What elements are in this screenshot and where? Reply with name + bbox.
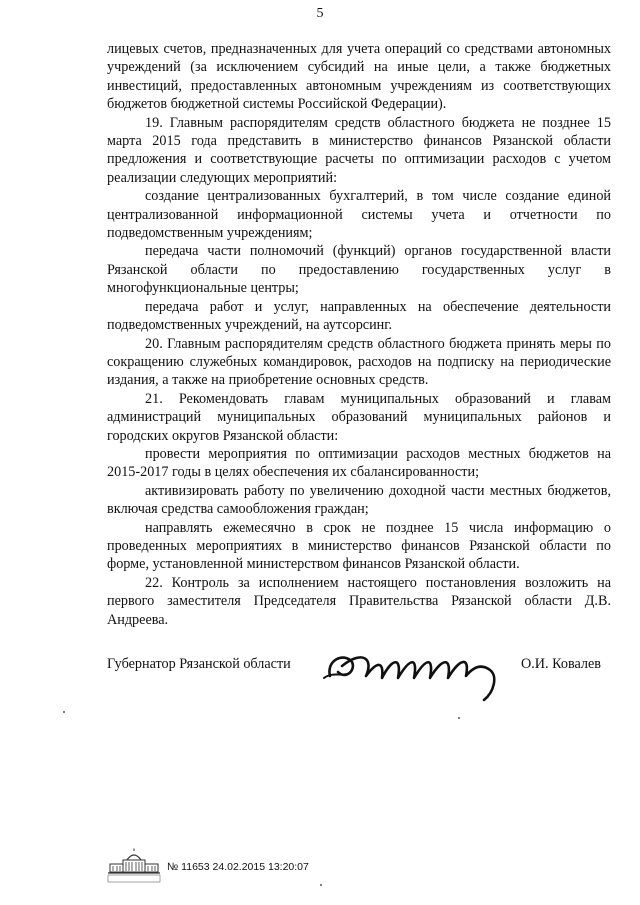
paragraph: направлять ежемесячно в срок не позднее 15 числа информацию о проведенных мероприятиях в министерство финансов Рязанской области по форме, установленной министерством финансов Рязанской области.	[107, 519, 611, 573]
signatory-name: О.И. Ковалев	[521, 656, 601, 672]
paragraph: передача работ и услуг, направленных на обеспечение деятельности подведомственных учреждений, на аутсорсинг.	[107, 298, 611, 334]
page-number: 5	[316, 6, 324, 21]
handwritten-signature	[322, 642, 512, 709]
paragraph: активизировать работу по увеличению доходной части местных бюджетов, включая средства самообложения граждан;	[107, 482, 611, 518]
signatory-title: Губернатор Рязанской области	[107, 656, 291, 672]
scan-speck	[320, 884, 322, 886]
paragraph: 22. Контроль за исполнением настоящего постановления возложить на первого заместителя Председателя Правительства Рязанской области Д.В. Андреева.	[107, 574, 611, 628]
paragraph: 21. Рекомендовать главам муниципальных образований и главам администраций муниципальных образований муниципальных районов и городских округов Рязанской области:	[107, 390, 611, 444]
paragraph: провести мероприятия по оптимизации расходов местных бюджетов на 2015-2017 годы в целях обеспечения их сбалансированности;	[107, 445, 611, 481]
scan-speck	[63, 711, 65, 713]
paragraph: 19. Главным распорядителям средств областного бюджета не позднее 15 марта 2015 года представить в министерство финансов Рязанской области предложения и соответствующие расчеты по оптимизации расходов с учетом реализации следующих мероприятий:	[107, 114, 611, 186]
paragraph: лицевых счетов, предназначенных для учета операций со средствами автономных учреждений (за исключением субсидий на иные цели, а также бюджетных инвестиций, предоставленных автономным учреждениям из соответствующих бюджетов бюджетной системы Российской Федерации).	[107, 41, 611, 113]
registration-stamp: № 11653 24.02.2015 13:20:07	[167, 861, 309, 873]
document-body	[107, 40, 611, 629]
paragraph: 20. Главным распорядителям средств областного бюджета принять меры по сокращению служебных командировок, расходов на подписку на периодические издания, а также на приобретение основных средств.	[107, 335, 611, 389]
paragraph: передача части полномочий (функций) органов государственной власти Рязанской области по предоставлению государственных услуг в многофункциональные центры;	[107, 243, 611, 297]
government-building-logo	[107, 848, 161, 889]
paragraph: создание централизованных бухгалтерий, в том числе создание единой централизованной информационной системы учета и отчетности по подведомственным учреждениям;	[107, 188, 611, 242]
scan-speck	[458, 717, 460, 719]
registration-footer	[107, 848, 367, 888]
